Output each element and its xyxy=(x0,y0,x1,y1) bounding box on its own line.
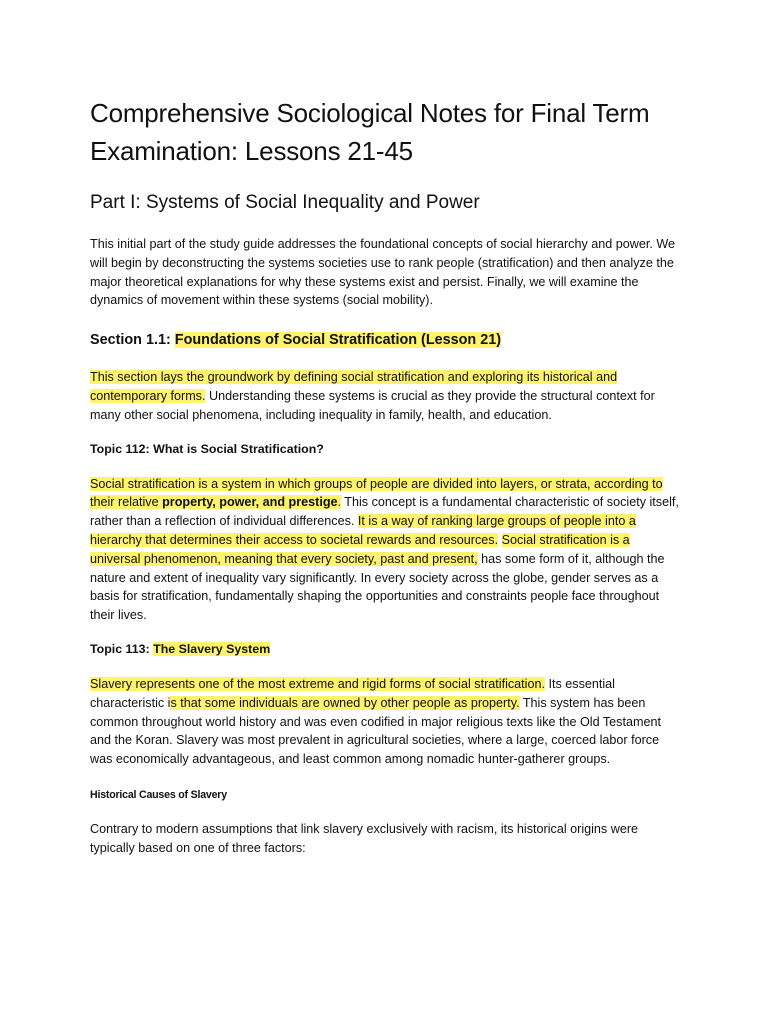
part-heading: Part I: Systems of Social Inequality and Power xyxy=(90,192,480,213)
highlight-span: This section lays the groundwork by defining social stratification and exploring its historical and contemporary forms. xyxy=(90,370,618,403)
causes-paragraph: Contrary to modern assumptions that link slavery exclusively with racism, its historical origins were typically based on one of three factors: xyxy=(90,821,639,855)
section-heading xyxy=(90,329,680,351)
document-page xyxy=(90,94,680,858)
topic-113-heading xyxy=(90,639,680,659)
text-span: Understanding these systems is crucial as they provide the structural context for many other social phenomena, including inequality in family, health, and education. xyxy=(90,388,655,422)
highlight-span: Social stratification is a universal phenomenon, meaning that every society, past and present, xyxy=(90,532,630,566)
section-paragraph xyxy=(90,368,680,424)
highlight-span: Slavery represents one of the most extreme and rigid forms of social stratification. xyxy=(90,676,545,691)
text-span: This system has been common throughout world history and was even codified in major religious texts like the Old Testament and the Koran. Slavery was most prevalent in agricultural societies, where a large, coerced labor force was economically advantageous, and least common among nomadic hunter-gatherer groups. xyxy=(90,695,661,767)
text-span: This concept is a fundamental characteristic of society itself, rather than a reflection of individual differences. xyxy=(90,495,679,529)
intro-paragraph: This initial part of the study guide addresses the foundational concepts of social hierarchy and power. We will begin by deconstructing the systems societies use to rank people (stratification) and then analyze the major theoretical explanations for why these systems exist and persist. Finally, we will examine the dynamics of movement within these systems (social mobility). xyxy=(90,237,676,308)
text-span: . xyxy=(337,495,342,510)
text-span: has some form of it, although the nature and extent of inequality vary significantly. In every society across the globe, gender serves as a basis for stratification, fundamentally shaping the opportunities and constraints people face throughout their lives. xyxy=(90,551,665,623)
stratification-paragraph xyxy=(90,475,680,625)
document-title: Comprehensive Sociological Notes for Final Term Examination: Lessons 21-45 xyxy=(90,98,650,166)
bold-keywords: property, power, and prestige xyxy=(162,495,338,510)
topic-title-highlight: The Slavery System xyxy=(153,641,271,656)
slavery-paragraph xyxy=(90,675,680,769)
text-span: Its essential characteristic i xyxy=(90,676,615,710)
text-span: Social stratification is a system in which groups of people are divided into layers, or strata, according to their relative xyxy=(90,476,663,510)
highlight-span: It is a way of ranking large groups of people into a hierarchy that determines their access to societal rewards and resources. xyxy=(90,514,636,547)
highlight-span: s that some individuals are owned by other people as property. xyxy=(170,695,520,710)
topic-112-heading: Topic 112: What is Social Stratification? xyxy=(90,441,324,456)
section-title-highlight: Foundations of Social Stratification (Lesson 21) xyxy=(174,332,502,349)
causes-heading: Historical Causes of Slavery xyxy=(90,788,227,801)
topic-prefix: Topic 113: xyxy=(90,641,154,656)
section-prefix: Section 1.1: xyxy=(90,332,175,349)
